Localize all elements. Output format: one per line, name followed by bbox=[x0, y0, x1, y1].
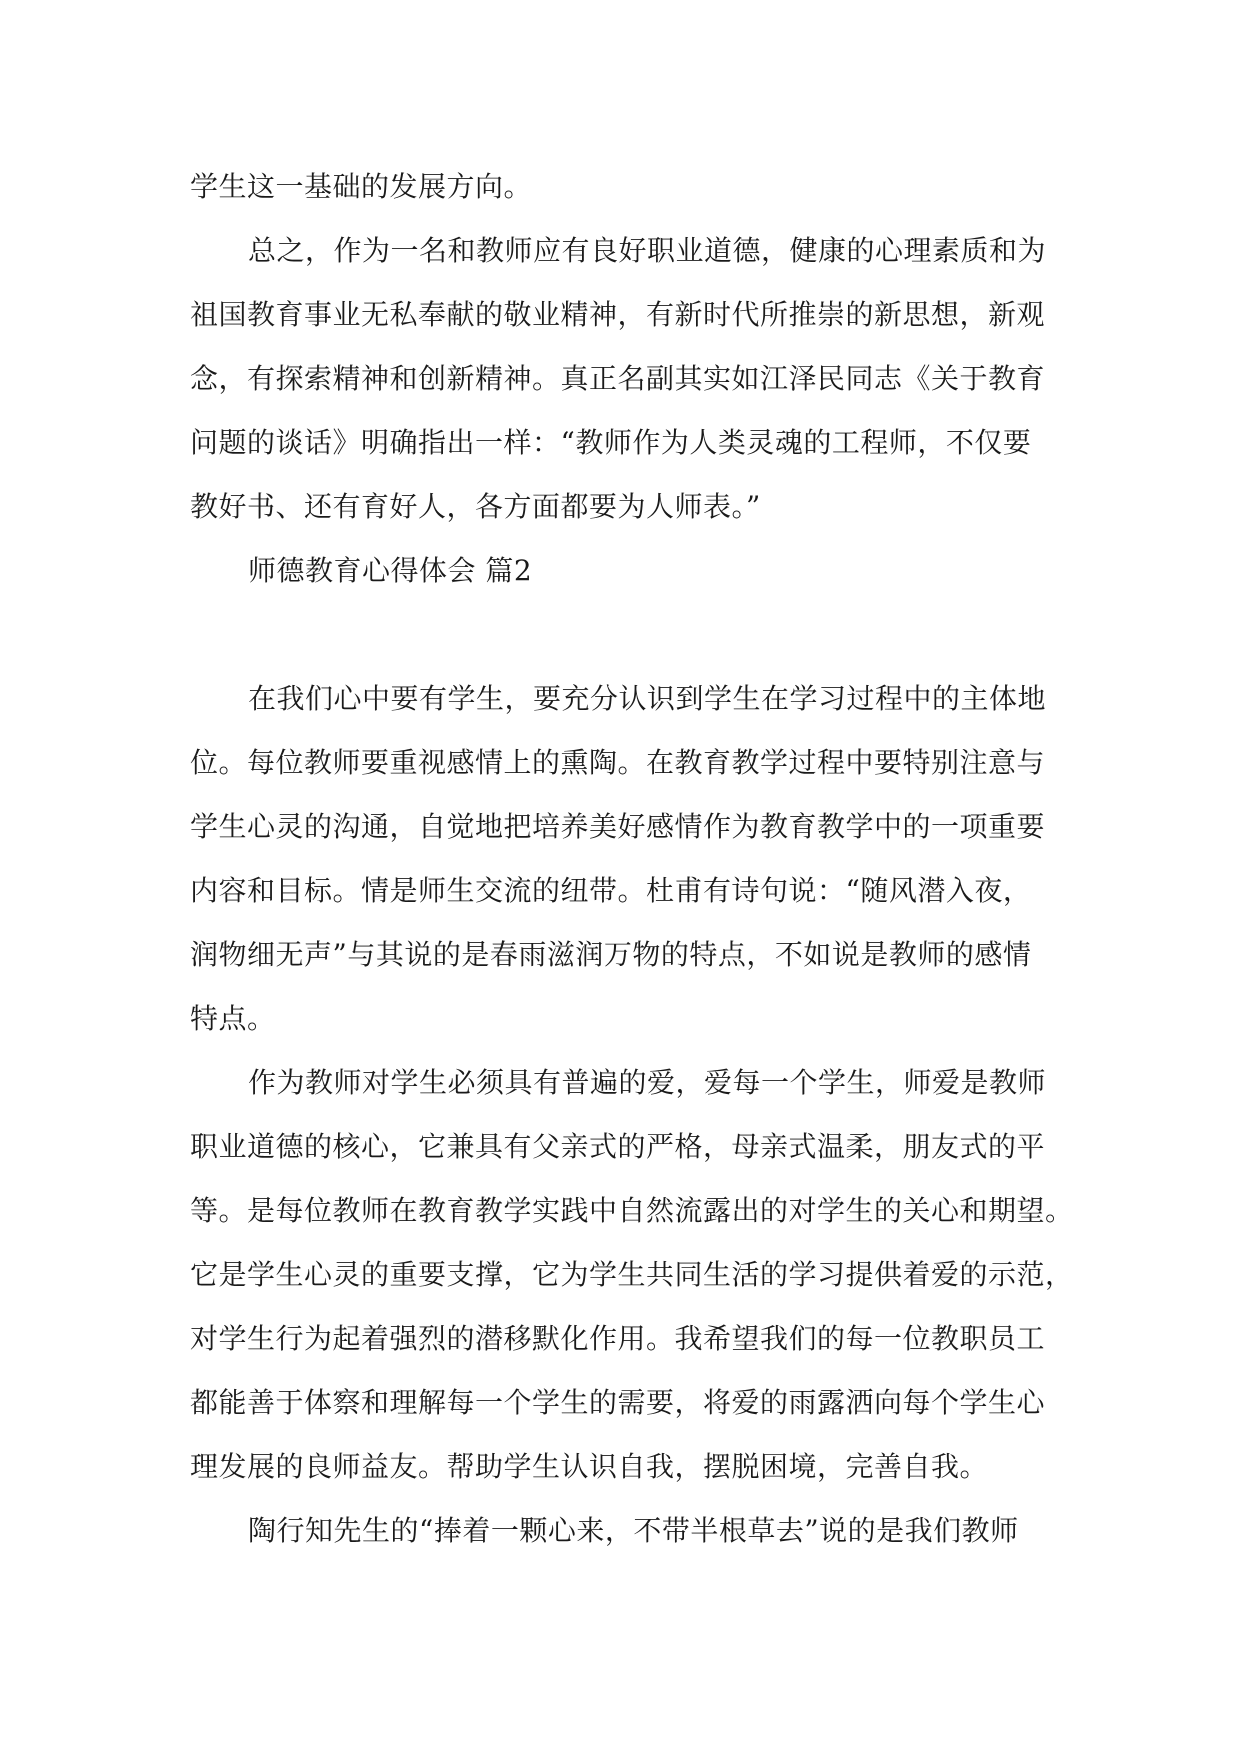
text-line: 位。每位教师要重视感情上的熏陶。在教育教学过程中要特别注意与 bbox=[190, 746, 1046, 779]
text-line: 等。是每位教师在教育教学实践中自然流露出的对学生的关心和期望。 bbox=[190, 1194, 1074, 1227]
text-line: 念，有探索精神和创新精神。真正名副其实如江泽民同志《关于教育 bbox=[190, 362, 1046, 395]
paragraph-start-line: 陶行知先生的“捧着一颗心来，不带半根草去”说的是我们教师 bbox=[248, 1514, 1019, 1547]
text-line: 内容和目标。情是师生交流的纽带。杜甫有诗句说：“随风潜入夜， bbox=[190, 874, 1032, 907]
text-line: 学生这一基础的发展方向。 bbox=[190, 170, 533, 203]
text-line: 都能善于体察和理解每一个学生的需要，将爱的雨露洒向每个学生心 bbox=[190, 1386, 1046, 1419]
text-line: 教好书、还有育好人，各方面都要为人师表。” bbox=[190, 490, 761, 523]
text-line: 特点。 bbox=[190, 1002, 276, 1035]
paragraph-start-line: 总之，作为一名和教师应有良好职业道德，健康的心理素质和为 bbox=[248, 234, 1047, 267]
section-heading: 师德教育心得体会 篇2 bbox=[248, 554, 533, 587]
text-line: 理发展的良师益友。帮助学生认识自我，摆脱困境，完善自我。 bbox=[190, 1450, 989, 1483]
text-line: 对学生行为起着强烈的潜移默化作用。我希望我们的每一位教职员工 bbox=[190, 1322, 1046, 1355]
text-line: 润物细无声”与其说的是春雨滋润万物的特点，不如说是教师的感情 bbox=[190, 938, 1032, 971]
text-line: 职业道德的核心，它兼具有父亲式的严格，母亲式温柔，朋友式的平 bbox=[190, 1130, 1046, 1163]
paragraph-start-line: 作为教师对学生必须具有普遍的爱，爱每一个学生，师爱是教师 bbox=[248, 1066, 1047, 1099]
blank-line bbox=[190, 603, 1060, 667]
text-line: 它是学生心灵的重要支撑，它为学生共同生活的学习提供着爱的示范， bbox=[190, 1258, 1074, 1291]
document-body bbox=[190, 155, 1074, 1563]
text-line: 学生心灵的沟通，自觉地把培养美好感情作为教育教学中的一项重要 bbox=[190, 810, 1046, 843]
paragraph-start-line: 在我们心中要有学生，要充分认识到学生在学习过程中的主体地 bbox=[248, 682, 1047, 715]
text-line: 问题的谈话》明确指出一样：“教师作为人类灵魂的工程师，不仅要 bbox=[190, 426, 1032, 459]
text-line: 祖国教育事业无私奉献的敬业精神，有新时代所推崇的新思想，新观 bbox=[190, 298, 1046, 331]
